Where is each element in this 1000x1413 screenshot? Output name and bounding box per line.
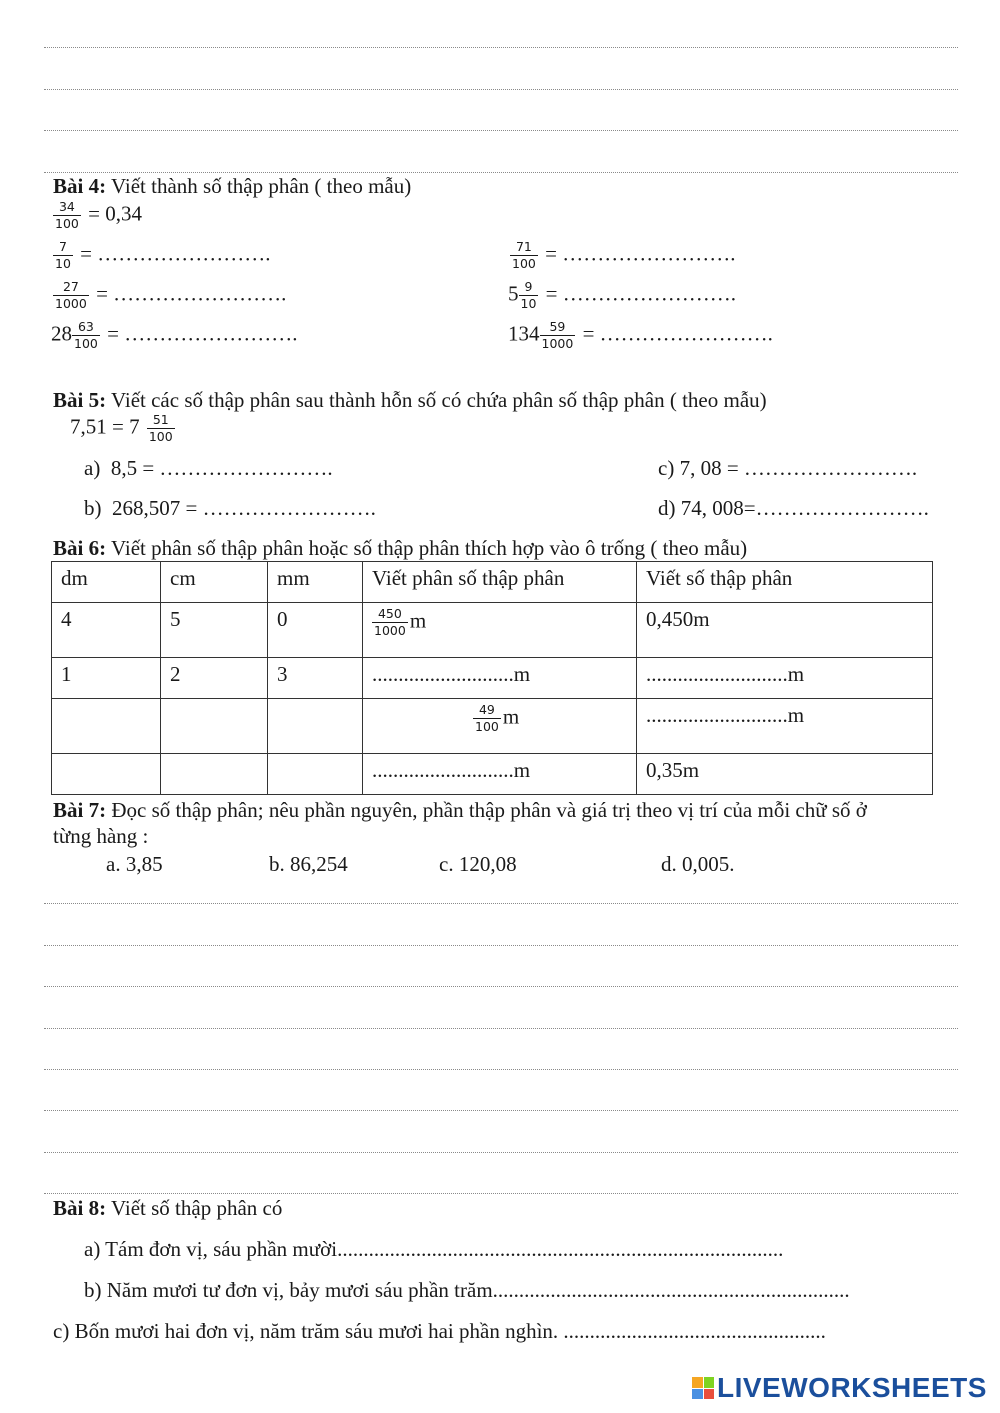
answer-cell[interactable] [52,699,161,754]
bai8-item[interactable]: c) Bốn mươi hai đơn vị, năm trăm sáu mươi hai phần nghìn. .................................................. [53,1319,826,1343]
whole-part: 28 [51,321,72,346]
table-cell: 4 [52,603,161,658]
bai7-title: Bài 7: [53,798,107,822]
answer-line[interactable] [44,130,958,131]
bai8-item[interactable]: a) Tám đơn vị, sáu phần mười..................................................................................... [84,1237,784,1261]
answer-cell[interactable]: ...........................m [363,754,637,795]
table-cell: 3 [268,658,363,699]
answer-blank[interactable]: = ……………………. [582,321,773,346]
bai7-heading [53,799,867,822]
logo-icon [692,1377,714,1399]
bai5-instruction: Viết các số thập phân sau thành hỗn số có chứa phân số thập phân ( theo mẫu) [110,388,767,412]
table-cell: 0 [268,603,363,658]
bai4-example [51,200,142,232]
example-result: = 0,34 [88,201,142,226]
bai4-item [51,320,297,352]
logo-text: LIVEWORKSHEETS [717,1372,987,1403]
bai6-title: Bài 6: [53,536,107,560]
unit: m [502,704,520,729]
answer-cell[interactable]: ...........................m [637,658,933,699]
bai7-item: c. 120,08 [439,852,517,876]
bai8-title: Bài 8: [53,1196,107,1220]
answer-cell[interactable]: ...........................m [363,658,637,699]
example-lhs: 7,51 = 7 [70,414,140,439]
bai4-item [508,240,735,272]
bai5-heading [53,389,767,412]
answer-blank[interactable]: = ……………………. [96,281,287,306]
bai4-item [51,280,286,312]
answer-line[interactable] [44,1028,958,1029]
bai5-example [70,413,177,445]
answer-blank[interactable]: 74, 008=……………………. [680,496,929,520]
answer-blank[interactable]: = ……………………. [80,241,271,266]
fraction: $\frac{71}{100}$ [512,239,536,272]
bai4-title: Bài 4: [53,174,107,198]
answer-cell[interactable] [161,699,268,754]
bai8-instruction: Viết số thập phân có [110,1196,283,1220]
item-label: c) [658,456,675,480]
fraction: $\frac{9}{10}$ [520,279,537,312]
table-header-row [52,562,933,603]
table-cell [363,699,637,754]
answer-blank[interactable]: 8,5 = ……………………. [110,456,333,480]
bai8-heading [53,1197,282,1220]
answer-line[interactable] [44,1110,958,1111]
answer-line[interactable] [44,945,958,946]
answer-line[interactable] [44,986,958,987]
bai4-item [508,280,736,312]
table-row [52,754,933,795]
bai4-heading [53,175,411,198]
fraction: $\frac{450}{1000}$ [374,606,406,639]
bai4-item [51,240,271,272]
liveworksheets-logo [692,1372,987,1404]
item-label: d) [658,496,676,520]
answer-cell[interactable]: ...........................m [637,699,933,754]
header-cell: Viết số thập phân [637,562,933,603]
whole-part: 134 [508,321,540,346]
answer-line[interactable] [44,89,958,90]
answer-blank[interactable]: = ……………………. [545,281,736,306]
bai5-item [658,497,929,520]
item-label: b) [84,496,102,520]
fraction: $\frac{59}{1000}$ [541,319,574,352]
bai6-instruction: Viết phân số thập phân hoặc số thập phân thích hợp vào ô trống ( theo mẫu) [110,536,748,560]
fraction: $\frac{27}{1000}$ [55,279,87,312]
answer-blank[interactable]: 268,507 = ……………………. [112,496,376,520]
header-cell: Viết phân số thập phân [363,562,637,603]
conversion-table [51,561,933,795]
table-row [52,658,933,699]
answer-cell[interactable] [161,754,268,795]
table-cell: 1 [52,658,161,699]
bai5-item [84,457,333,480]
whole-part: 5 [508,281,519,306]
table-cell [363,603,637,658]
fraction: $\frac{34}{100}$ [55,199,79,232]
bai6-heading [53,537,747,560]
bai7-item: b. 86,254 [269,852,348,876]
header-cell: dm [52,562,161,603]
bai7-instruction-cont: từng hàng : [53,824,149,848]
bai8-item[interactable]: b) Năm mươi tư đơn vị, bảy mươi sáu phần trăm.................................................................... [84,1278,850,1302]
fraction: $\frac{63}{100}$ [74,319,98,352]
answer-blank[interactable]: 7, 08 = ……………………. [679,456,918,480]
unit: m [409,608,427,633]
answer-line[interactable] [44,47,958,48]
fraction: $\frac{7}{10}$ [55,239,71,272]
item-label: a) [84,456,101,480]
table-cell: 0,450m [637,603,933,658]
answer-cell[interactable] [268,754,363,795]
answer-line[interactable] [44,172,958,173]
table-cell: 2 [161,658,268,699]
bai4-item [508,320,773,352]
answer-line[interactable] [44,903,958,904]
header-cell: cm [161,562,268,603]
bai4-instruction: Viết thành số thập phân ( theo mẫu) [110,174,412,198]
answer-line[interactable] [44,1193,958,1194]
answer-cell[interactable] [52,754,161,795]
answer-line[interactable] [44,1152,958,1153]
header-cell: mm [268,562,363,603]
table-cell: 0,35m [637,754,933,795]
bai7-instruction: Đọc số thập phân; nêu phần nguyên, phần thập phân và giá trị theo vị trí của mỗi chữ số ở [111,798,867,822]
bai7-item: a. 3,85 [106,852,163,876]
fraction: $\frac{49}{100}$ [475,702,499,735]
answer-blank[interactable]: = ……………………. [107,321,298,346]
bai5-item [84,497,376,520]
table-row [52,699,933,754]
answer-cell[interactable] [268,699,363,754]
bai5-title: Bài 5: [53,388,107,412]
table-cell: 5 [161,603,268,658]
table-row [52,603,933,658]
bai5-item [658,457,917,480]
answer-blank[interactable]: = ……………………. [545,241,736,266]
bai7-item: d. 0,005. [661,852,735,876]
fraction: $\frac{51}{100}$ [148,412,173,445]
answer-line[interactable] [44,1069,958,1070]
